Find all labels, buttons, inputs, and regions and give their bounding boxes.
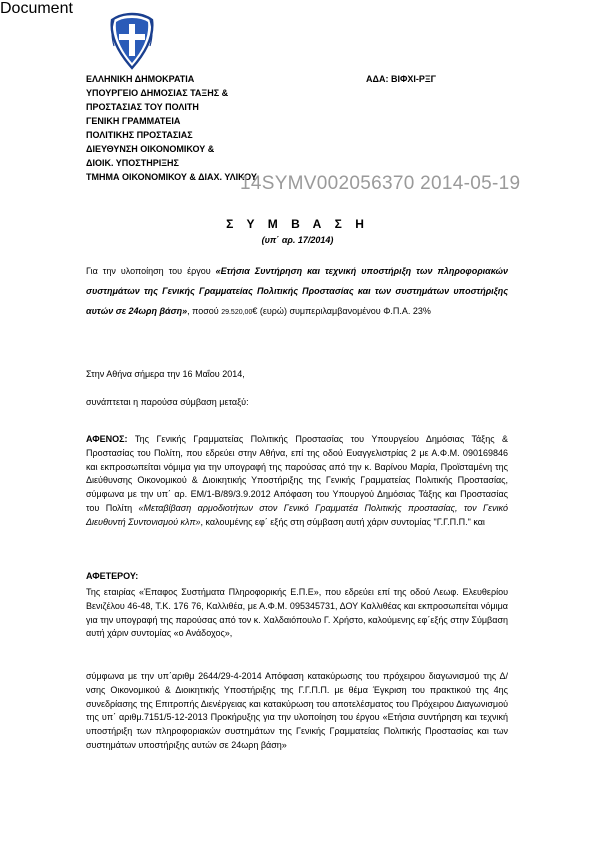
first-party-text-end: , καλουμένης εφ΄ εξής στη σύμβαση αυτή χάριν συντομίας "Γ.Γ.Π.Π." και: [200, 516, 485, 527]
dateline: Στην Αθήνα σήμερα την 16 Μαΐου 2014,: [86, 369, 245, 379]
header-line: ΔΙΟΙΚ. ΥΠΟΣΤΗΡΙΞΗΣ: [86, 158, 179, 168]
first-party-text: Της Γενικής Γραμματείας Πολιτικής Προστασίας του Υπουργείου Δημόσιας Τάξης & Προστασίας του Πολίτη, που εδρεύει στην Αθήνα, επί της οδού Ευαγγελιστρίας 2 με Α.Φ.Μ. 090169846 και εκπροσωπείται νόμιμα για την υπογραφή της παρούσας από την κ. Βαρίνου Μαρία, Προϊσταμένη της Διεύθυνσης Οικονομικού & Διοικητικής Υποστήριξης της Γενικής Γραμματείας Πολιτικής Προστασίας, σύμφωνα με την υπ΄ αρ. ΕΜ/1-Β/89/3.9.2012 Απόφαση του Υπουργού Δημόσιας Τάξης και Προστασίας του Πολίτη: [86, 434, 508, 513]
project-title: «Ετήσια Συντήρηση και τεχνική υποστήριξη των πληροφοριακών συστημάτων της Γενικής Γραμματείας Πολιτικής Προστασίας και των συστημάτων υποστήριξης αυτών σε 24ωρη βάση»: [86, 266, 508, 316]
contract-amount: 29.520,00: [221, 309, 253, 316]
intro-lead: Για την υλοποίηση του έργου: [86, 266, 216, 276]
coat-of-arms-icon: [108, 12, 156, 70]
header-line: ΕΛΛΗΝΙΚΗ ΔΗΜΟΚΡΑΤΙΑ: [86, 74, 195, 84]
document-title: Σ Υ Μ Β Α Σ Η: [226, 217, 369, 231]
second-party-label: ΑΦΕΤΕΡΟΥ:: [86, 571, 139, 581]
contract-parties-intro: συνάπτεται η παρούσα σύμβαση μεταξύ:: [86, 397, 249, 407]
cost-prefix: , ποσού: [187, 306, 222, 316]
document-number: (υπ΄ αρ. 17/2014): [261, 235, 334, 245]
issuer-header: [86, 72, 257, 184]
header-line: ΠΟΛΙΤΙΚΗΣ ΠΡΟΣΤΑΣΙΑΣ: [86, 130, 193, 140]
ada-code: ΑΔΑ: ΒΙΦΧΙ-ΡΞΓ: [366, 74, 437, 84]
cost-suffix: € (ευρώ) συμπεριλαμβανομένου Φ.Π.Α. 23%: [252, 306, 431, 316]
document-stamp: 14SYMV002056370 2014-05-19: [240, 173, 521, 194]
first-party-label: ΑΦΕΝΟΣ:: [86, 434, 128, 444]
header-line: ΓΕΝΙΚΗ ΓΡΑΜΜΑΤΕΙΑ: [86, 116, 181, 126]
legal-basis-paragraph: σύμφωνα με την υπ΄αριθμ 2644/29-4-2014 Απόφαση κατακύρωσης του πρόχειρου διαγωνισμού της Δ/νσης Οικονομικού & Διοικητικής Υποστήριξης της Γ.Γ.Π.Π. με θέμα Έγκριση του πρακτικού της 4ης συνεδρίασης της Επιτροπής Διενέργειας και κατακύρωση του αποτελέσματος του Πρόχειρου Διαγωνισμού της υπ΄ αριθμ.7151/5-12-2013 Προκήρυξης για την υλοποίηση του έργου «Ετήσια συντήρηση και τεχνική υποστήριξη των πληροφοριακών συστημάτων της Γενικής Γραμματείας Πολιτικής Προστασίας και των συστημάτων υποστήριξης αυτών σε 24ωρη βάση»: [86, 671, 508, 750]
second-party-text: Της εταιρίας «Έπαφος Συστήματα Πληροφορικής Ε.Π.Ε», που εδρεύει επί της οδού Λεωφ. Ελευθερίου Βενιζέλου 46-48, Τ.Κ. 176 76, Καλλιθέα, με Α.Φ.Μ. 095345731, ΔΟΥ Καλλιθέας και εκπροσωπείται νόμιμα για την υπογραφή της παρούσας από τον κ. Χαλδαιόπουλο Γ. Χρήστο, καλούμενης εφ΄εξής στην Σύμβαση αυτή χάριν συντομίας «ο Ανάδοχος»,: [86, 587, 508, 639]
decision-title: «Μεταβίβαση αρμοδιοτήτων στον Γενικό Γραμματέα Πολιτικής προστασίας, τον Γενικό Διευθυντή Συντονισμού κλπ»: [86, 502, 508, 527]
header-line: ΔΙΕΥΘΥΝΣΗ ΟΙΚΟΝΟΜΙΚΟΥ &: [86, 144, 215, 154]
header-line: ΤΜΗΜΑ ΟΙΚΟΝΟΜΙΚΟΥ & ΔΙΑΧ. ΥΛΙΚΟΥ: [86, 172, 257, 182]
intro-paragraph: [86, 261, 508, 323]
header-line: ΥΠΟΥΡΓΕΙΟ ΔΗΜΟΣΙΑΣ ΤΑΞΗΣ &: [86, 88, 229, 98]
first-party-paragraph: [86, 433, 508, 530]
header-line: ΠΡΟΣΤΑΣΙΑΣ ΤΟΥ ΠΟΛΙΤΗ: [86, 102, 199, 112]
